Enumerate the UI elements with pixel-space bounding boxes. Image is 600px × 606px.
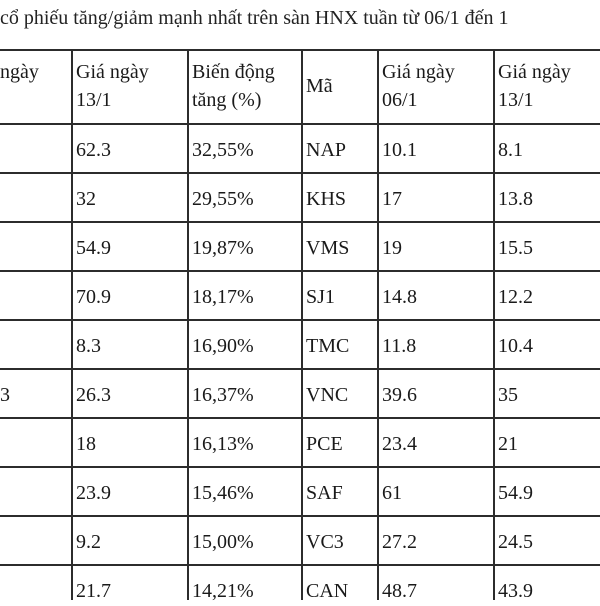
row-divider — [0, 49, 600, 51]
cell-price-13-1: 18 — [76, 433, 96, 455]
header-change: Biến động — [192, 61, 275, 83]
cell-price-13-1-b: 43.9 — [498, 580, 533, 602]
row-divider — [0, 368, 600, 370]
cell-code: KHS — [306, 188, 347, 210]
cell-change: 16,37% — [192, 384, 254, 406]
cell-change: 16,90% — [192, 335, 254, 357]
cell-price-06-1: 11.8 — [382, 335, 417, 357]
cell-code: VC3 — [306, 531, 344, 553]
column-divider — [377, 50, 379, 600]
cell-price-13-1-b: 8.1 — [498, 139, 523, 161]
cell-price-06-1: 48.7 — [382, 580, 417, 602]
header-change-pct: tăng (%) — [192, 89, 262, 111]
cell-price-13-1-b: 13.8 — [498, 188, 533, 210]
cell-code: SAF — [306, 482, 343, 504]
cell-price-13-1: 54.9 — [76, 237, 111, 259]
header-price-13-1-b: Giá ngày — [498, 61, 571, 83]
row-divider — [0, 270, 600, 272]
cell-price-13-1-b: 35 — [498, 384, 518, 406]
cell-code: CAN — [306, 580, 349, 602]
cell-change: 29,55% — [192, 188, 254, 210]
cell-code: VMS — [306, 237, 350, 259]
cell-price-06-1: 27.2 — [382, 531, 417, 553]
cell-price-13-1: 9.2 — [76, 531, 101, 553]
cell-price-13-1: 21.7 — [76, 580, 111, 602]
cell-price-13-1-b: 24.5 — [498, 531, 533, 553]
cell-price-06-1: 19 — [382, 237, 402, 259]
header-price-13-1-b-date: 13/1 — [498, 89, 534, 111]
cell-price-06-1: 14.8 — [382, 286, 417, 308]
header-price-13-1-date: 13/1 — [76, 89, 112, 111]
cell-price-06-1: 61 — [382, 482, 402, 504]
cell-price-13-1: 23.9 — [76, 482, 111, 504]
row-divider — [0, 515, 600, 517]
row-divider — [0, 466, 600, 468]
cell-change: 15,46% — [192, 482, 254, 504]
cell-change: 32,55% — [192, 139, 254, 161]
row-divider — [0, 417, 600, 419]
cell-change: 18,17% — [192, 286, 254, 308]
header-col0: ngày — [0, 61, 39, 83]
column-divider — [187, 50, 189, 600]
row-divider — [0, 221, 600, 223]
row-divider — [0, 319, 600, 321]
cell-price-13-1-b: 12.2 — [498, 286, 533, 308]
header-code: Mã — [306, 75, 333, 97]
cell-price-06-1: 39.6 — [382, 384, 417, 406]
cell-price-13-1: 32 — [76, 188, 96, 210]
header-price-06-1-date: 06/1 — [382, 89, 418, 111]
row-divider — [0, 172, 600, 174]
cell-code: TMC — [306, 335, 350, 357]
cell-code: PCE — [306, 433, 343, 455]
header-price-13-1: Giá ngày — [76, 61, 149, 83]
cell-price-13-1: 8.3 — [76, 335, 101, 357]
cell-price-13-1-b: 54.9 — [498, 482, 533, 504]
cell-price-06-1: 10.1 — [382, 139, 417, 161]
cell-price-13-1-b: 21 — [498, 433, 518, 455]
cell-left: 3 — [0, 384, 10, 406]
cell-code: SJ1 — [306, 286, 335, 308]
cell-price-13-1: 26.3 — [76, 384, 111, 406]
cell-change: 15,00% — [192, 531, 254, 553]
cell-change: 19,87% — [192, 237, 254, 259]
cell-price-13-1-b: 10.4 — [498, 335, 533, 357]
cell-code: NAP — [306, 139, 347, 161]
table-caption: cổ phiếu tăng/giảm mạnh nhất trên sàn HNX tuần từ 06/1 đến 1 — [0, 7, 509, 29]
cell-price-06-1: 23.4 — [382, 433, 417, 455]
column-divider — [71, 50, 73, 600]
header-price-06-1: Giá ngày — [382, 61, 455, 83]
cell-change: 14,21% — [192, 580, 254, 602]
column-divider — [493, 50, 495, 600]
column-divider — [301, 50, 303, 600]
cell-code: VNC — [306, 384, 349, 406]
cell-change: 16,13% — [192, 433, 254, 455]
cell-price-13-1: 70.9 — [76, 286, 111, 308]
cell-price-13-1: 62.3 — [76, 139, 111, 161]
row-divider — [0, 564, 600, 566]
cell-price-06-1: 17 — [382, 188, 402, 210]
cell-price-13-1-b: 15.5 — [498, 237, 533, 259]
row-divider — [0, 123, 600, 125]
